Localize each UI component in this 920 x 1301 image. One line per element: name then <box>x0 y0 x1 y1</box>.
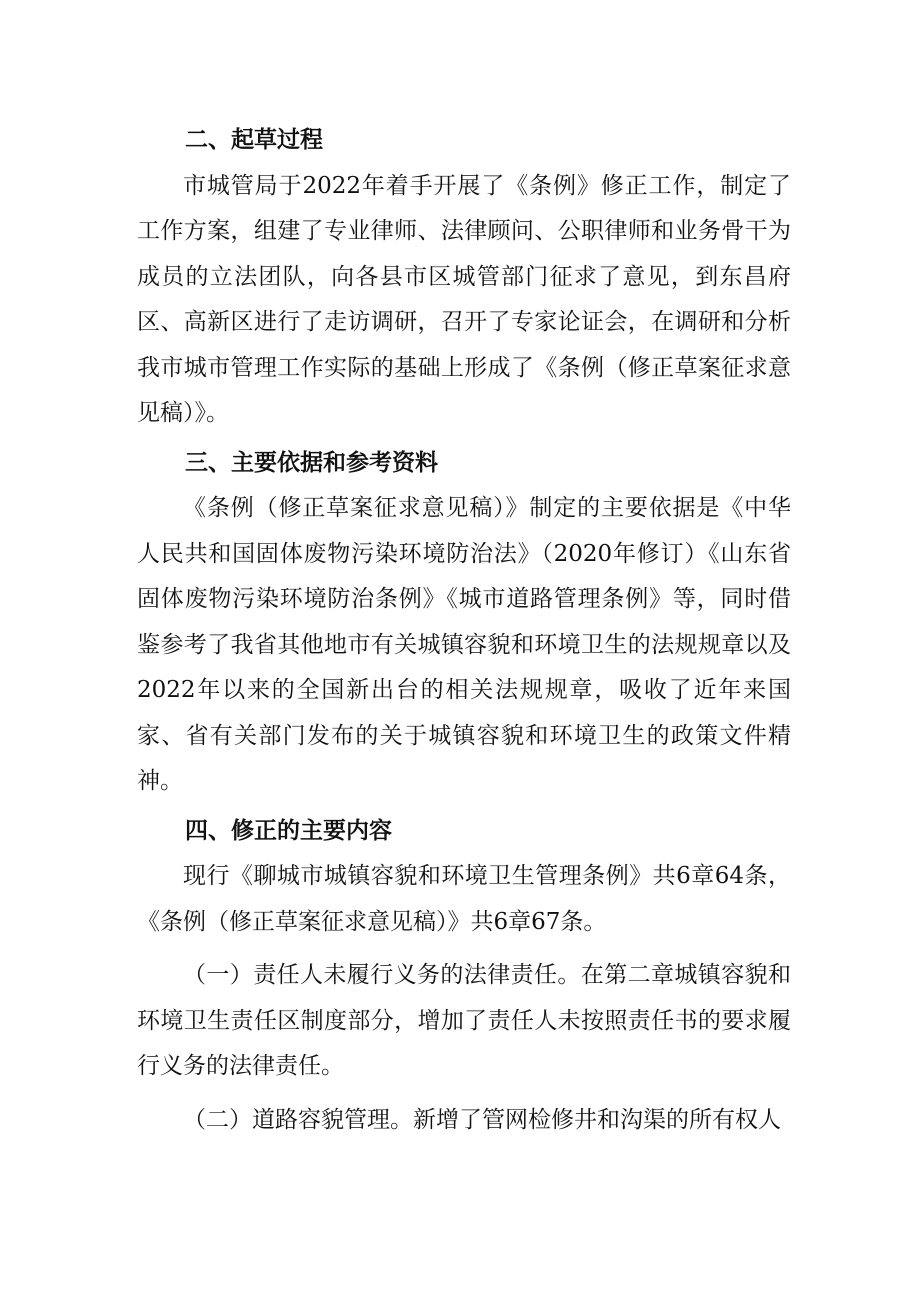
section-heading-drafting-process: 二、起草过程 <box>185 127 323 153</box>
section-heading-main-revisions: 四、修正的主要内容 <box>185 817 392 844</box>
paragraph-revision-item-1: （一）责任人未履行义务的法律责任。在第二章城镇容貌和环境卫生责任区制度部分，增加了责任人未按照责任书的要求履行义务的法律责任。 <box>137 962 791 1079</box>
paragraph-revision-intro: 现行《聊城市城镇容貌和环境卫生管理条例》共6章64条，《条例（修正草案征求意见稿）》共6章67条。 <box>137 863 791 935</box>
paragraph-drafting-process: 市城管局于2022年着手开展了《条例》修正工作，制定了工作方案，组建了专业律师、法律顾问、公职律师和业务骨干为成员的立法团队，向各县市区城管部门征求了意见，到东昌府区、高新区进行了走访调研，召开了专家论证会，在调研和分析我市城市管理工作实际的基础上形成了《条例（修正草案征求意见稿）》。 <box>137 172 791 426</box>
paragraph-main-basis: 《条例（修正草案征求意见稿）》制定的主要依据是《中华人民共和国固体废物污染环境防治法》（2020年修订）《山东省固体废物污染环境防治条例》《城市道路管理条例》等，同时借鉴参考了我省其他地市有关城镇容貌和环境卫生的法规规章以及2022年以来的全国新出台的相关法规规章，吸收了近年来国家、省有关部门发布的关于城镇容貌和环境卫生的政策文件精神。 <box>137 495 791 794</box>
document-body <box>137 118 791 1143</box>
section-heading-main-basis: 三、主要依据和参考资料 <box>185 449 438 476</box>
paragraph-revision-item-2: （二）道路容貌管理。新增了管网检修井和沟渠的所有权人 <box>183 1106 781 1133</box>
